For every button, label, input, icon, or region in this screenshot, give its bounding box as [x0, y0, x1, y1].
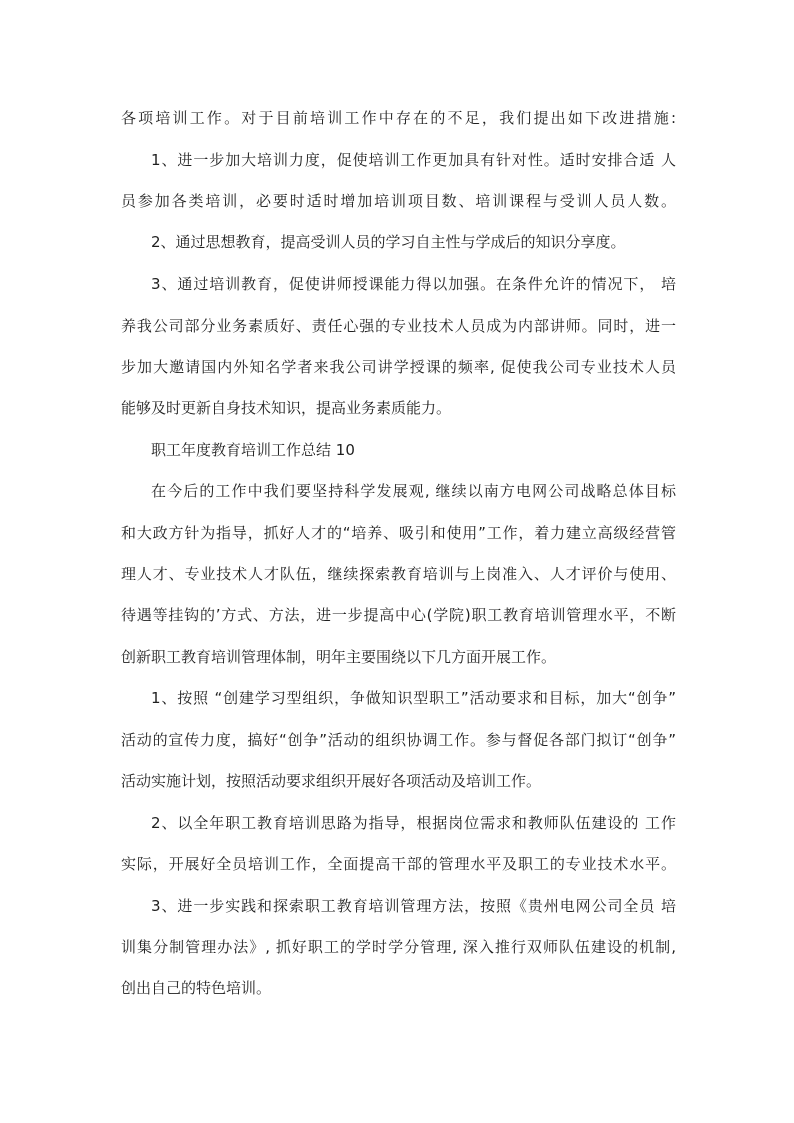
paragraph-line: 3、通过培训教育，促使讲师授课能力得以加强。在条件允许的情况下， 培 [151, 275, 676, 293]
paragraph-line: 理人才、专业技术人才队伍，继续探索教育培训与上岗准入、人才评价与使用、 [121, 565, 676, 583]
paragraph-line: 待遇等挂钩的’方式、方法，进一步提高中心(学院)职工教育培训管理水平，不断 [121, 606, 676, 624]
paragraph-line: 训集分制管理办法》, 抓好职工的学时学分管理, 深入推行双师队伍建设的机制, [121, 938, 676, 956]
paragraph-line: 3、进一步实践和探索职工教育培训管理方法，按照《贵州电网公司全员 培 [151, 897, 676, 915]
paragraph-line: 实际，开展好全员培训工作，全面提高干部的管理水平及职工的专业技术水平。 [121, 855, 676, 873]
paragraph-line: 步加大邀请国内外知名学者来我公司讲学授课的频率, 促使我公司专业技术人员 [121, 358, 676, 376]
paragraph-line: 创出自己的特色培训。 [121, 979, 272, 997]
paragraph-line: 活动实施计划，按照活动要求组织开展好各项活动及培训工作。 [121, 772, 542, 790]
paragraph-line: 创新职工教育培训管理体制，明年主要围绕以下几方面开展工作。 [121, 648, 557, 666]
paragraph-line: 2、以全年职工教育培训思路为指导，根据岗位需求和教师队伍建设的 工作 [151, 814, 676, 832]
paragraph-line: 各项培训工作。对于目前培训工作中存在的不足，我们提出如下改进措施: [121, 109, 676, 127]
paragraph-line: 1、按照 “创建学习型组织，争做知识型职工”活动要求和目标，加大“创争” [151, 689, 676, 707]
paragraph-line: 1、进一步加大培训力度，促使培训工作更加具有针对性。适时安排合适 人 [151, 151, 676, 169]
paragraph-line: 养我公司部分业务素质好、责任心强的专业技术人员成为内部讲师。同时，进一 [121, 317, 676, 335]
paragraph-line: 在今后的工作中我们要坚持科学发展观, 继续以南方电网公司战略总体目标 [151, 482, 676, 500]
paragraph-line: 2、通过思想教育，提高受训人员的学习自主性与学成后的知识分享度。 [151, 233, 626, 251]
paragraph-line: 能够及时更新自身技术知识，提高业务素质能力。 [121, 399, 452, 417]
section-heading: 职工年度教育培训工作总结 10 [151, 441, 355, 459]
paragraph-line: 和大政方针为指导，抓好人才的“培养、吸引和使用”工作，着力建立高级经营管 [121, 524, 676, 542]
paragraph-line: 员参加各类培训，必要时适时增加培训项目数、培训课程与受训人员人数。 [121, 192, 676, 210]
paragraph-line: 活动的宣传力度，搞好“创争”活动的组织协调工作。参与督促各部门拟订“创争” [121, 731, 676, 749]
